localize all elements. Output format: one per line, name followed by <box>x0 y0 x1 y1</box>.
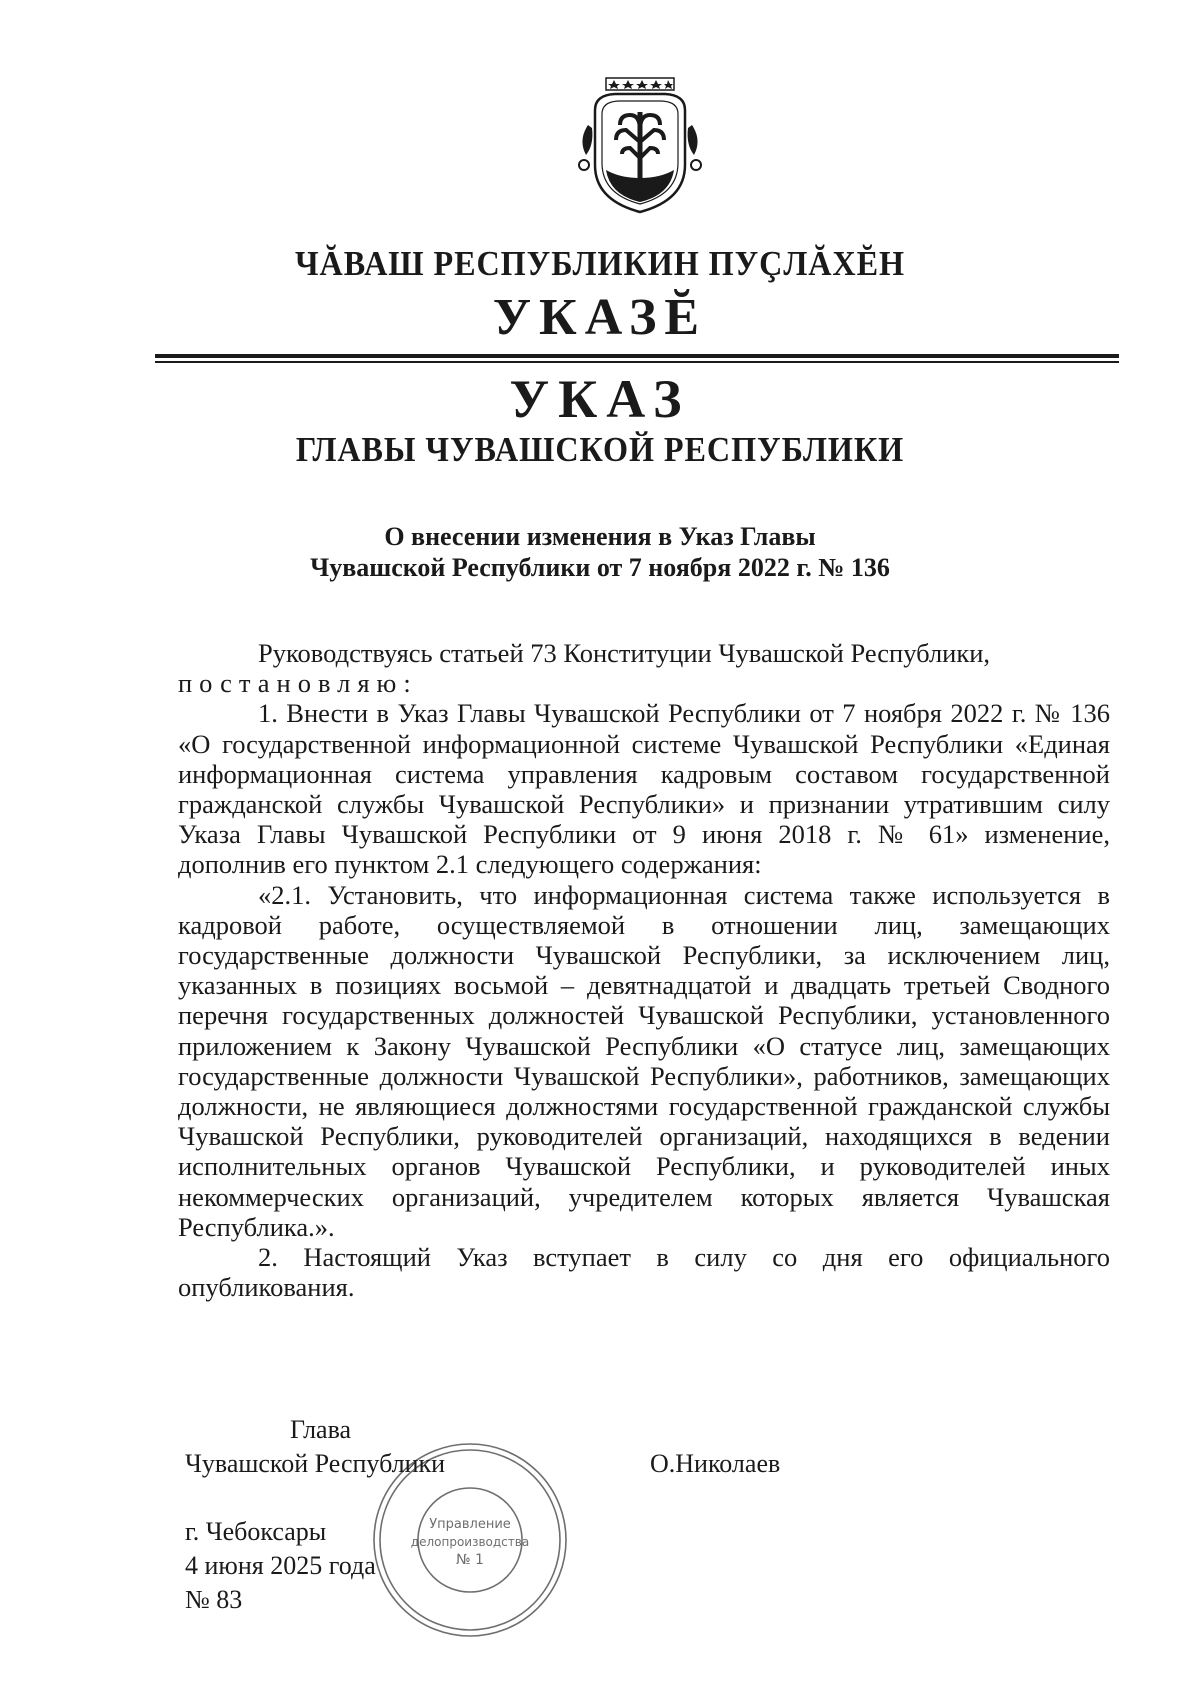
document-title <box>0 521 1200 583</box>
item-2-paragraph: 2. Настоящий Указ вступает в силу со дня его официального опубликования. <box>178 1242 1110 1303</box>
footer-number: № 83 <box>185 1585 243 1614</box>
seal-center-line-1: Управление <box>429 1517 511 1532</box>
signature-name: О.Николаев <box>650 1449 781 1478</box>
signature-position-line-1: Глава <box>290 1415 352 1444</box>
document-body <box>178 638 1110 1302</box>
item-1-quote-paragraph: «2.1. Установить, что информационная система также используется в кадровой работе, осуществляемой в отношении лиц, замещающих государственные должности Чувашской Республики, за исключением лиц, указанных в позициях восьмой – девятнадцатой и двадцать третьей Сводного перечня государственных должностей Чувашской Республики, установленного приложением к Закону Чувашской Республики «О статусе лиц, замещающих государственные должности Чувашской Республики», работников, замещающих должности, не являющиеся должностями государственной гражданской службы Чувашской Республики, руководителей организаций, находящихся в ведении исполнительных органов Чувашской Республики, и руководителей иных некоммерческих организаций, учредителем которых является Чувашская Республика.». <box>178 879 1110 1242</box>
seal-center-line-2: делопроизводства <box>410 1535 530 1549</box>
header-ukaz: УКАЗ <box>509 369 691 429</box>
coat-of-arms-emblem <box>570 70 710 220</box>
header-glavy: ГЛАВЫ ЧУВАШСКОЙ РЕСПУБЛИКИ <box>295 430 905 469</box>
header-chuvash-ukaze: УКАЗĔ <box>492 289 708 346</box>
item-1-paragraph: 1. Внести в Указ Главы Чувашской Республики от 7 ноября 2022 г. № 136 «О государственной информационной системе Чувашской Республики «Единая информационная система управления кадровым составом государственной гражданской службы Чувашской Республики» и признании утратившим силу Указа Главы Чувашской Республики от 9 июня 2018 г. № 61» изменение, дополнив его пунктом 2.1 следующего содержания: <box>178 698 1110 880</box>
footer-date: 4 июня 2025 года <box>185 1551 376 1580</box>
header-divider-thin <box>155 361 1119 363</box>
header-chuvash-title: ЧĂВАШ РЕСПУБЛИКИН ПУÇЛĂХĔН <box>295 244 905 283</box>
footer-city: г. Чебоксары <box>185 1517 327 1546</box>
title-line-1: О внесении изменения в Указ Главы <box>384 522 816 551</box>
postanovlyayu-text: постановляю: <box>178 668 418 699</box>
seal-center-line-3: № 1 <box>456 1552 484 1568</box>
signature-position-line-2: Чувашской Республики <box>185 1449 446 1478</box>
header-divider-thick <box>155 354 1119 358</box>
intro-paragraph: Руководствуясь статьей 73 Конституции Чувашской Республики, <box>258 638 991 668</box>
signature-line <box>185 1449 781 1479</box>
title-line-2: Чувашской Республики от 7 ноября 2022 г. № 136 <box>310 553 890 582</box>
